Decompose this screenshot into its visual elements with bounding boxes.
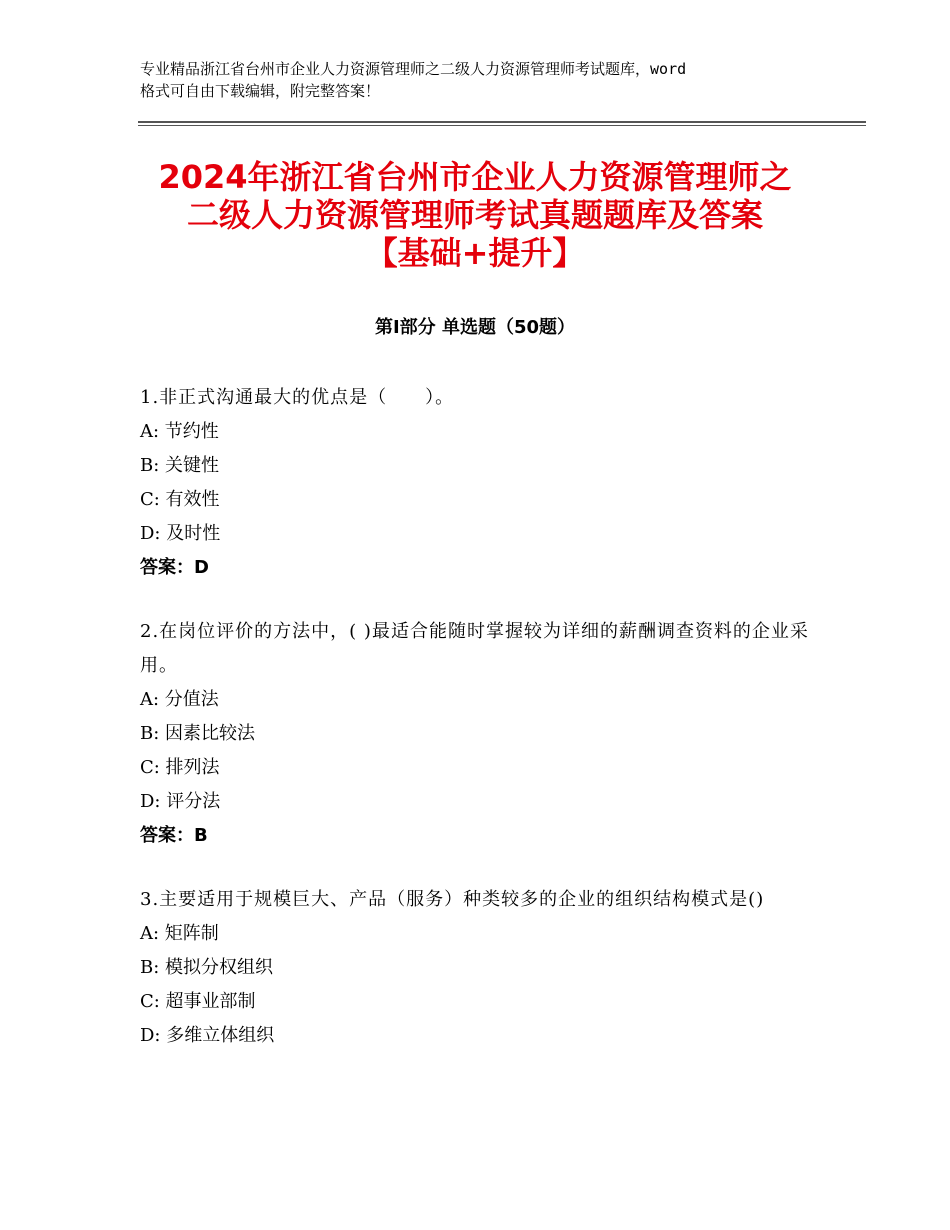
option-b: B: 因素比较法 (140, 723, 256, 744)
question-2 (140, 615, 820, 853)
question-1 (140, 381, 820, 585)
document-header-note (140, 58, 830, 102)
option-a: A: 节约性 (140, 421, 219, 442)
answer-key: 答案：B (140, 825, 208, 846)
option-c: C: 排列法 (140, 757, 220, 778)
header-divider (138, 121, 866, 127)
option-c: C: 有效性 (140, 489, 220, 510)
header-note-line-1: 专业精品浙江省台州市企业人力资源管理师之二级人力资源管理师考试题库，word (140, 60, 687, 78)
question-list (140, 381, 820, 1083)
document-title-line-1: 2024年浙江省台州市企业人力资源管理师之 (158, 158, 792, 196)
document-title (120, 158, 830, 272)
question-stem: 3.主要适用于规模巨大、产品（服务）种类较多的企业的组织结构模式是() (140, 889, 765, 910)
option-d: D: 多维立体组织 (140, 1025, 275, 1046)
option-b: B: 模拟分权组织 (140, 957, 274, 978)
option-d: D: 评分法 (140, 791, 221, 812)
question-stem: 1.非正式沟通最大的优点是（ ）。 (140, 387, 455, 408)
answer-key: 答案：D (140, 557, 209, 578)
option-d: D: 及时性 (140, 523, 221, 544)
document-title-line-3: 【基础+提升】 (365, 234, 585, 272)
option-b: B: 关键性 (140, 455, 220, 476)
question-3 (140, 883, 820, 1053)
header-note-line-2: 格式可自由下载编辑，附完整答案！ (140, 82, 381, 100)
document-title-line-2: 二级人力资源管理师考试真题题库及答案 (186, 196, 763, 234)
option-a: A: 分值法 (140, 689, 219, 710)
option-a: A: 矩阵制 (140, 923, 219, 944)
option-c: C: 超事业部制 (140, 991, 256, 1012)
section-heading: 第Ⅰ部分 单选题（50题） (374, 317, 575, 338)
question-stem: 2.在岗位评价的方法中，( )最适合能随时掌握较为详细的薪酬调查资料的企业采用。 (140, 621, 809, 676)
